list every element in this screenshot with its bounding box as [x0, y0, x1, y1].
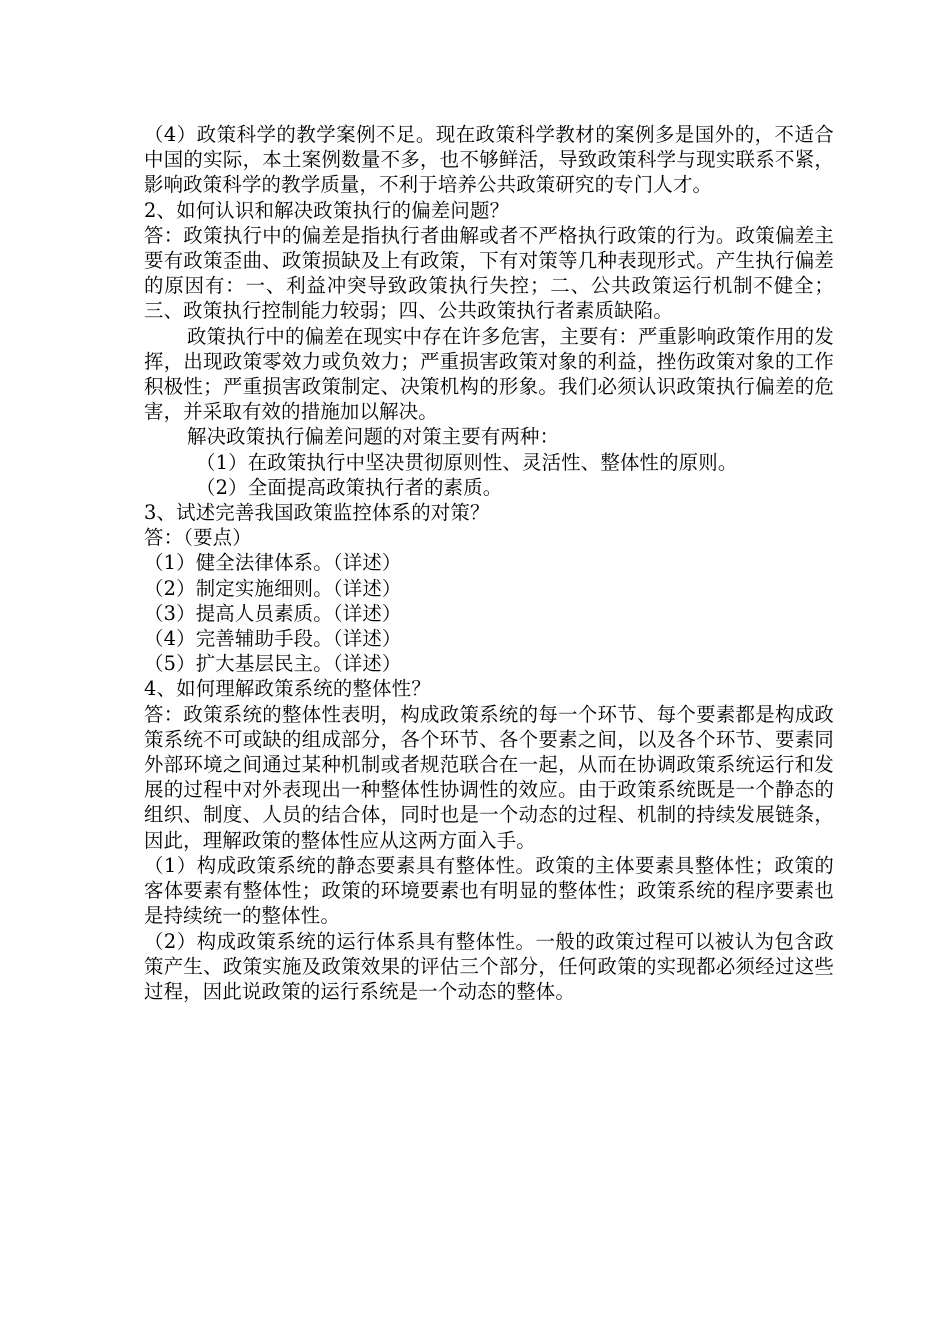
answer-4-point-1: （1）构成政策系统的静态要素具有整体性。政策的主体要素具整体性；政策的客体要素有整体性；政策的环境要素也有明显的整体性；政策系统的程序要素也是持续统一的整体性。	[144, 853, 834, 928]
document-body	[144, 122, 834, 1004]
answer-3-item-1: （1）健全法律体系。（详述）	[144, 551, 402, 575]
paragraph-countermeasures-intro: 解决政策执行偏差问题的对策主要有两种：	[187, 425, 560, 449]
answer-3-item-2: （2）制定实施细则。（详述）	[144, 576, 402, 600]
answer-3-item-4: （4）完善辅助手段。（详述）	[144, 627, 402, 651]
answer-3-item-5: （5）扩大基层民主。（详述）	[144, 652, 402, 676]
countermeasure-item-1: （1）在政策执行中坚决贯彻原则性、灵活性、整体性的原则。	[196, 450, 738, 474]
countermeasure-item-2: （2）全面提高政策执行者的素质。	[196, 475, 503, 499]
paragraph-deviation-harm: 政策执行中的偏差在现实中存在许多危害，主要有：严重影响政策作用的发挥，出现政策零效力或负效力；严重损害政策对象的利益，挫伤政策对象的工作积极性；严重损害政策制定、决策机构的形象。我们必须认识政策执行偏差的危害，并采取有效的措施加以解决。	[144, 324, 834, 424]
paragraph-teaching-cases: （4）政策科学的教学案例不足。现在政策科学教材的案例多是国外的，不适合中国的实际，本土案例数量不多，也不够鲜活，导致政策科学与现实联系不紧，影响政策科学的教学质量，不利于培养公共政策研究的专门人才。	[144, 123, 834, 197]
answer-3-intro: 答：（要点）	[144, 526, 252, 550]
answer-4-point-2: （2）构成政策系统的运行体系具有整体性。一般的政策过程可以被认为包含政策产生、政策实施及政策效果的评估三个部分，任何政策的实现都必须经过这些过程，因此说政策的运行系统是一个动态的整体。	[144, 929, 834, 1003]
question-3-heading: 3、试述完善我国政策监控体系的对策？	[144, 501, 490, 525]
answer-4-paragraph: 答：政策系统的整体性表明，构成政策系统的每一个环节、每个要素都是构成政策系统不可或缺的组成部分，各个环节、各个要素之间，以及各个环节、要素同外部环境之间通过某种机制或者规范联合在一起，从而在协调政策系统运行和发展的过程中对外表现出一种整体性协调性的效应。由于政策系统既是一个静态的组织、制度、人员的结合体，同时也是一个动态的过程、机制的持续发展链条，因此，理解政策的整体性应从这两方面入手。	[144, 702, 834, 852]
answer-3-item-3: （3）提高人员素质。（详述）	[144, 601, 402, 625]
answer-2-paragraph: 答：政策执行中的偏差是指执行者曲解或者不严格执行政策的行为。政策偏差主要有政策歪曲、政策损缺及上有政策，下有对策等几种表现形式。产生执行偏差的原因有：一、利益冲突导致政策执行失控；二、公共政策运行机制不健全；三、政策执行控制能力较弱；四、公共政策执行者素质缺陷。	[144, 223, 834, 323]
question-2-heading: 2、如何认识和解决政策执行的偏差问题？	[144, 198, 510, 222]
question-4-heading: 4、如何理解政策系统的整体性？	[144, 677, 431, 701]
